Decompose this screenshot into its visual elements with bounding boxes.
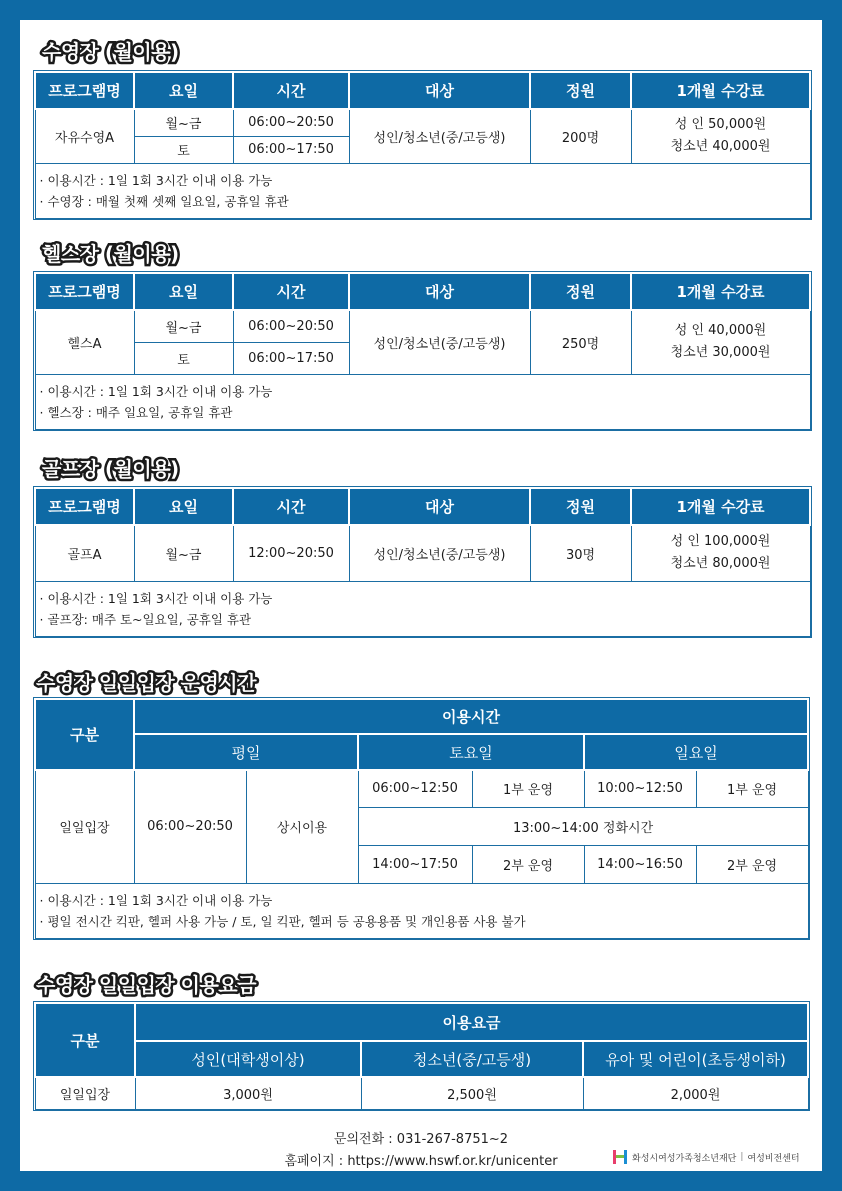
header-fee: 1개월 수강료: [631, 488, 810, 525]
header-category: 구분: [35, 699, 134, 770]
time-cell: 12:00~20:50: [233, 525, 349, 581]
note-line: · 헬스장 : 매주 일요일, 공휴일 휴관: [40, 402, 804, 423]
header-usage-time: 이용시간: [134, 699, 808, 734]
time-cell: 06:00~17:50: [233, 136, 349, 163]
time-cell: 06:00~20:50: [233, 109, 349, 136]
note-line: · 평일 전시간 킥판, 헬퍼 사용 가능 / 토, 일 킥판, 헬퍼 등 공용용품 및 개인용품 사용 불가: [40, 911, 802, 932]
fee-adult: 성 인 50,000원: [674, 117, 767, 133]
sun-session2-time: 14:00~16:50: [584, 845, 696, 883]
header-youth: 청소년(중/고등생): [361, 1041, 583, 1077]
fee-adult: 성 인 100,000원: [670, 534, 771, 550]
time-cell: 06:00~20:50: [233, 310, 349, 342]
notes: [35, 163, 810, 218]
fee-youth: 청소년 80,000원: [670, 556, 771, 572]
target-cell: 성인/청소년(중/고등생): [349, 109, 530, 163]
notes: [35, 374, 810, 429]
youth-fee: 2,500원: [361, 1077, 583, 1109]
program-name: 헬스A: [35, 310, 134, 374]
header-time: 시간: [233, 273, 349, 310]
header-program: 프로그램명: [35, 488, 134, 525]
header-category: 구분: [35, 1003, 135, 1077]
day-cell: 월~금: [134, 109, 233, 136]
golf-table: [34, 487, 811, 637]
header-weekday: 평일: [134, 734, 358, 770]
header-day: 요일: [134, 488, 233, 525]
header-capacity: 정원: [530, 72, 631, 109]
org-logo: [612, 1149, 800, 1165]
note-line: · 이용시간 : 1일 1회 3시간 이내 이용 가능: [40, 890, 802, 911]
fee-cell: [631, 525, 810, 581]
header-child: 유아 및 어린이(초등생이하): [583, 1041, 808, 1077]
note-line: · 이용시간 : 1일 1회 3시간 이내 이용 가능: [40, 170, 804, 191]
header-capacity: 정원: [530, 488, 631, 525]
day-cell: 토: [134, 136, 233, 163]
child-fee: 2,000원: [583, 1077, 808, 1109]
fee-youth: 청소년 30,000원: [670, 345, 771, 361]
header-sunday: 일요일: [584, 734, 808, 770]
day-cell: 월~금: [134, 525, 233, 581]
note-line: · 골프장: 매주 토~일요일, 공휴일 휴관: [40, 609, 804, 630]
fee-cell: [631, 109, 810, 163]
note-line: · 이용시간 : 1일 1회 3시간 이내 이용 가능: [40, 588, 804, 609]
org-name: 화성시여성가족청소년재단: [632, 1153, 737, 1164]
sat-session2-time: 14:00~17:50: [358, 845, 472, 883]
homepage-link[interactable]: 홈페이지 : https://www.hswf.or.kr/unicenter: [284, 1154, 558, 1169]
day-cell: 토: [134, 342, 233, 374]
fee-cell: [631, 310, 810, 374]
capacity-cell: 30명: [530, 525, 631, 581]
header-day: 요일: [134, 273, 233, 310]
note-line: · 이용시간 : 1일 1회 3시간 이내 이용 가능: [40, 381, 804, 402]
sun-session1-time: 10:00~12:50: [584, 770, 696, 807]
capacity-cell: 250명: [530, 310, 631, 374]
header-capacity: 정원: [530, 273, 631, 310]
header-fee: 1개월 수강료: [631, 72, 810, 109]
capacity-cell: 200명: [530, 109, 631, 163]
weekday-time: 06:00~20:50: [134, 770, 246, 883]
row-label: 일일입장: [35, 770, 134, 883]
logo-divider: |: [740, 1152, 744, 1162]
sat-session1-time: 06:00~12:50: [358, 770, 472, 807]
center-name: 여성비전센터: [747, 1153, 800, 1164]
header-target: 대상: [349, 72, 530, 109]
program-name: 자유수영A: [35, 109, 134, 163]
sun-session1: 1부 운영: [696, 770, 808, 807]
header-target: 대상: [349, 273, 530, 310]
gym-table: [34, 272, 811, 430]
golf-section-title: 골프장 (월이용): [42, 457, 179, 481]
fee-youth: 청소년 40,000원: [670, 139, 771, 155]
notes: [35, 581, 810, 636]
program-name: 골프A: [35, 525, 134, 581]
header-time: 시간: [233, 488, 349, 525]
target-cell: 성인/청소년(중/고등생): [349, 525, 530, 581]
target-cell: 성인/청소년(중/고등생): [349, 310, 530, 374]
daily-fee-section-title: 수영장 일일입장 이용요금: [36, 973, 256, 997]
gym-section-title: 헬스장 (월이용): [42, 242, 179, 266]
sat-session1: 1부 운영: [472, 770, 584, 807]
sun-session2: 2부 운영: [696, 845, 808, 883]
row-label: 일일입장: [35, 1077, 135, 1109]
note-line: · 수영장 : 매월 첫째 셋째 일요일, 공휴일 휴관: [40, 191, 804, 212]
notes: [35, 883, 808, 938]
sat-session2: 2부 운영: [472, 845, 584, 883]
daily-hours-table: [34, 698, 809, 939]
time-cell: 06:00~17:50: [233, 342, 349, 374]
day-cell: 월~금: [134, 310, 233, 342]
adult-fee: 3,000원: [135, 1077, 361, 1109]
header-adult: 성인(대학생이상): [135, 1041, 361, 1077]
header-program: 프로그램명: [35, 72, 134, 109]
daily-fee-table: [34, 1002, 809, 1110]
header-fee: 이용요금: [135, 1003, 808, 1041]
swim-table: [34, 71, 811, 219]
weekday-mode: 상시이용: [246, 770, 358, 883]
swim-section-title: 수영장 (월이용): [42, 40, 179, 64]
header-target: 대상: [349, 488, 530, 525]
contact-phone: 문의전화 : 031-267-8751~2: [333, 1132, 509, 1147]
fee-adult: 성 인 40,000원: [674, 323, 767, 339]
header-time: 시간: [233, 72, 349, 109]
daily-hours-section-title: 수영장 일일입장 운영시간: [36, 671, 256, 695]
header-day: 요일: [134, 72, 233, 109]
header-program: 프로그램명: [35, 273, 134, 310]
hswf-logo-icon: [612, 1149, 628, 1165]
header-saturday: 토요일: [358, 734, 584, 770]
header-fee: 1개월 수강료: [631, 273, 810, 310]
cleaning-time: 13:00~14:00 정화시간: [358, 807, 808, 845]
